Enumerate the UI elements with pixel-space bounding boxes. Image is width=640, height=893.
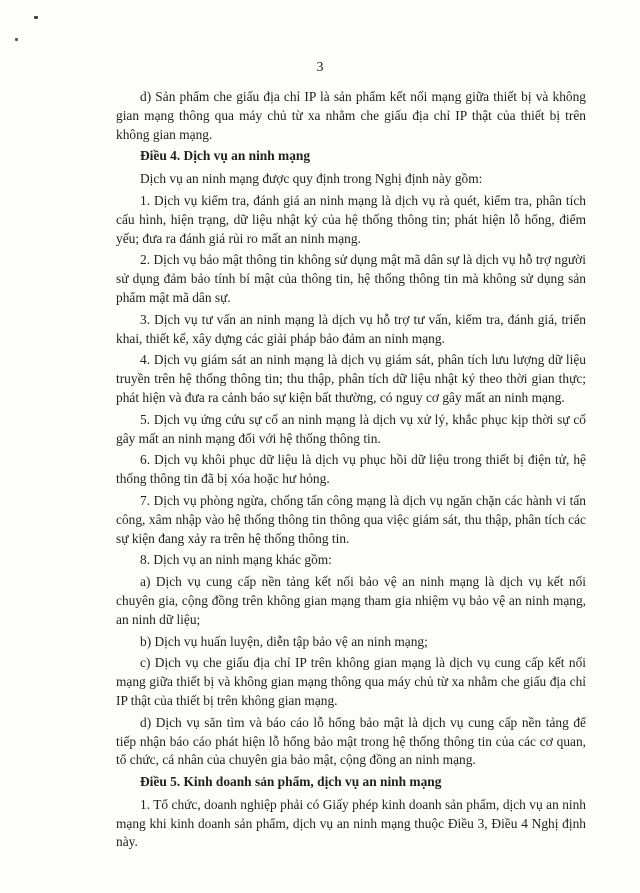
paragraph: 6. Dịch vụ khôi phục dữ liệu là dịch vụ phục hồi dữ liệu trong thiết bị điện tử, hệ thống thông tin đã bị xóa hoặc hư hỏng.	[116, 452, 586, 487]
paragraph: d) Dịch vụ săn tìm và báo cáo lỗ hổng bảo mật là dịch vụ cung cấp nền tảng để tiếp nhận báo cáo phát hiện lỗ hổng bảo mật trong hệ thống thông tin của các cơ quan, tổ chức, cá nhân của chuyên gia bảo mật, cộng đồng an ninh mạng.	[116, 714, 586, 768]
paragraph: b) Dịch vụ huấn luyện, diễn tập bảo vệ an ninh mạng;	[140, 633, 428, 649]
paragraph: 2. Dịch vụ bảo mật thông tin không sử dụng mật mã dân sự là dịch vụ hỗ trợ người sử dụng đảm bảo tính bí mật của thông tin, hệ thống thông tin mà không sử dụng sản phẩm mật mã dân sự.	[116, 252, 586, 305]
paragraph: 3. Dịch vụ tư vấn an ninh mạng là dịch vụ hỗ trợ tư vấn, kiểm tra, đánh giá, triển khai, thiết kế, xây dựng các giải pháp bảo đảm an ninh mạng.	[116, 311, 586, 346]
scan-speck	[15, 38, 18, 41]
paragraph: 1. Dịch vụ kiểm tra, đánh giá an ninh mạng là dịch vụ rà quét, kiểm tra, phân tích cấu hình, hiện trạng, dữ liệu nhật ký của hệ thống thông tin; phát hiện lỗ hổng, điểm yếu; đưa ra đánh giá rủi ro mất an ninh mạng.	[116, 192, 586, 246]
scan-speck	[34, 16, 38, 19]
article-heading: Điều 5. Kinh doanh sản phẩm, dịch vụ an ninh mạng	[140, 774, 442, 790]
page-number: 3	[316, 60, 324, 75]
paragraph: 4. Dịch vụ giám sát an ninh mạng là dịch vụ giám sát, phân tích lưu lượng dữ liệu truyền trên hệ thống thông tin; thu thập, phân tích dữ liệu nhật ký theo thời gian thực; phát hiện và đưa ra cảnh báo sự kiện bất thường, có nguy cơ gây mất an ninh mạng.	[116, 352, 586, 405]
document-body	[116, 88, 586, 855]
paragraph: 8. Dịch vụ an ninh mạng khác gồm:	[140, 552, 332, 568]
paragraph: c) Dịch vụ che giấu địa chỉ IP trên không gian mạng là dịch vụ cung cấp kết nối mạng giữa thiết bị và không gian mạng thông qua máy chủ từ xa nhằm che giấu địa chỉ IP thật của thiết bị trên không gian mạng.	[116, 655, 586, 708]
paragraph: 5. Dịch vụ ứng cứu sự cố an ninh mạng là dịch vụ xử lý, khắc phục kịp thời sự cố gây mất an ninh mạng đối với hệ thống thông tin.	[116, 411, 586, 446]
paragraph: 7. Dịch vụ phòng ngừa, chống tấn công mạng là dịch vụ ngăn chặn các hành vi tấn công, xâm nhập vào hệ thống thông tin thông qua việc giám sát, thu thập, phân tích các sự kiện đang xảy ra trên hệ thống thông tin.	[116, 492, 586, 546]
article-heading: Điều 4. Dịch vụ an ninh mạng	[140, 148, 311, 164]
paragraph: 1. Tổ chức, doanh nghiệp phải có Giấy phép kinh doanh sản phẩm, dịch vụ an ninh mạng khi kinh doanh sản phẩm, dịch vụ an ninh mạng thuộc Điều 3, Điều 4 Nghị định này.	[116, 796, 586, 850]
paragraph: d) Sản phẩm che giấu địa chỉ IP là sản phẩm kết nối mạng giữa thiết bị và không gian mạng thông qua máy chủ từ xa nhằm che giấu địa chỉ IP thật của thiết bị trên không gian mạng.	[116, 89, 586, 142]
paragraph: a) Dịch vụ cung cấp nền tảng kết nối bảo vệ an ninh mạng là dịch vụ kết nối chuyên gia, cộng đồng trên không gian mạng tham gia nhiệm vụ bảo vệ an ninh mạng, an ninh dữ liệu;	[116, 574, 586, 627]
paragraph: Dịch vụ an ninh mạng được quy định trong Nghị định này gồm:	[140, 171, 483, 187]
